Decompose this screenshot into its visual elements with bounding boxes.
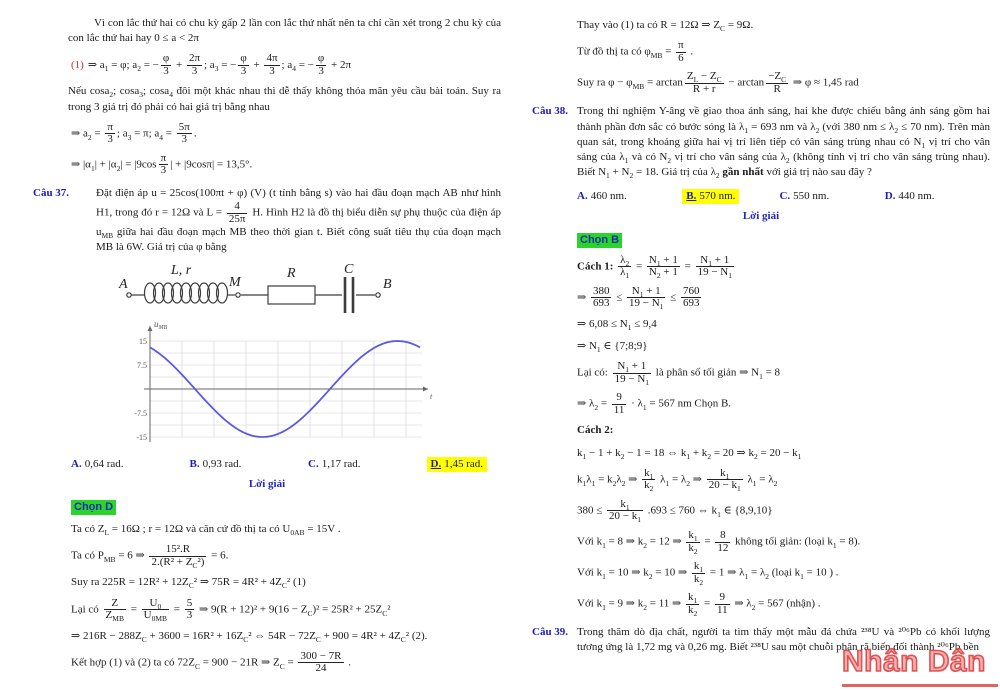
option-b bbox=[190, 457, 309, 472]
terminal-b-label: B bbox=[383, 276, 392, 292]
option-letter: B. bbox=[686, 190, 697, 203]
terminal-m-label: M bbox=[229, 274, 241, 290]
option-text: 570 nm. bbox=[699, 190, 736, 203]
equation-line: ⇒ $|\alpha_1| + |\alpha_2| = |9\cos$ $\frac{\pi}{3}$ | + |9cosπ| = 13,5°. bbox=[71, 151, 253, 177]
option-letter: A. bbox=[71, 457, 82, 470]
equation-line bbox=[71, 53, 501, 77]
question-number: Câu 39. bbox=[532, 626, 569, 639]
solution-line: Suy ra $225R = 12R^2 + 12Z_C^2$ ⇒ $75R = 4R^2 + 4Z_C^2$ (1) bbox=[71, 576, 306, 591]
chosen-answer-badge: Chọn D bbox=[71, 500, 116, 515]
loi-giai-heading: Lời giải bbox=[742, 210, 780, 223]
solution-line: ⇒ $216R - 288Z_C + 3600 = 16R^2 + 16Z_C^2$ ⇔ $54R - 72Z_C + 900 = 4R^2 + 4Z_C^2$ (2). bbox=[71, 629, 428, 644]
solution-line: Suy ra $\varphi - \varphi_{MB} = \arctan$ $\frac{Z_L - Z_C}{R + r}$ − arctan $\frac{-Z_C}{R}$ ⇒ φ ≈ 1,45 rad bbox=[577, 70, 859, 95]
y-axis-label: $u_{MB}$ bbox=[154, 318, 168, 331]
equation-line: ⇒ $a_2$ = $\frac{\pi}{3}$ ; $a_3 = \pi$; $a_4$ = $\frac{5\pi}{3}$ . bbox=[71, 120, 197, 146]
option-d-correct bbox=[427, 457, 488, 472]
option-letter: A. bbox=[577, 190, 588, 203]
solution-line: Kết hợp (1) và (2) ta có $72Z_C = 900 - 21R$ ⇒ $Z_C$ = $\frac{300 - 7R}{24}$ . bbox=[71, 649, 352, 675]
solution-line: Với $k_1 = 10$ ⇒ $k_2 = 10$ ⇒ $\frac{k_1}{k_2}$ = 1 ⇒ $\lambda_1 = \lambda_2$ (loại $k_1 = 10$ ) . bbox=[577, 560, 839, 587]
solution-line: ⇒ $6,08 \le N_1 \le 9,4$ bbox=[577, 317, 657, 333]
option-text: 0,64 rad. bbox=[84, 457, 124, 470]
solution-paragraph: Nếu cosa$_2$; cosa$_3$; cosa$_4$ đôi một khác nhau thì dễ thấy không thỏa mãn yêu cầu bài toán. Suy ra trong 3 giá trị đó phải có hai giá trị bằng nhau bbox=[68, 85, 501, 113]
option-text: 1,45 rad. bbox=[444, 457, 483, 470]
solution-line: Ta có $Z_L = 16\Omega$ ; r = 12Ω và căn cứ đồ thị ta có $U_{0AB} = 15V$ . bbox=[71, 523, 341, 538]
solution-line: 380 ≤ $\frac{k_1}{20 - k_1}$ .693 ≤ 760 ⇔ $k_1$ ∈ {8,9,10} bbox=[577, 497, 773, 525]
chosen-answer-badge: Chọn B bbox=[577, 233, 622, 248]
circuit-figure bbox=[95, 262, 501, 316]
answer-row bbox=[71, 457, 501, 472]
option-letter: D. bbox=[430, 457, 442, 470]
option-letter: C. bbox=[308, 457, 319, 470]
solution-line: Lại có Z $Z_{MB}$ = $\frac{U_0}{U_{0MB}}$ = $\frac{5}{3}$ ⇒ $9(R + 12)^2 + 9(16 - Z_C)^2 = 25R^2 + 25Z_C^2$ bbox=[71, 596, 391, 624]
equation-tag: (1) bbox=[71, 58, 84, 71]
option-c bbox=[308, 457, 427, 472]
circuit-diagram bbox=[95, 262, 405, 316]
solution-line: Từ đồ thị ta có $\varphi_{MB}$ = $\frac{\pi}{6}$ . bbox=[577, 39, 694, 64]
answer-row bbox=[577, 189, 990, 204]
option-text: 440 nm. bbox=[898, 190, 935, 203]
x-axis-label: t bbox=[430, 391, 433, 401]
solution-line: Thay vào (1) ta có R = 12Ω ⇒ $Z_C = 9\Omega$. bbox=[577, 19, 754, 34]
option-a bbox=[577, 189, 682, 204]
equation: ⇒ $a_1 = \varphi$; $a_2$ = − $\frac{\varphi}{3}$ + $\frac{2\pi}{3}$ ; $a_3$ = − $\frac{\varphi}{3}$ + $\frac{4\pi}{3}$ ; $a_4$ = − $\frac{\varphi}{3}$ + 2π bbox=[87, 52, 352, 77]
option-text: 0,93 rad. bbox=[202, 457, 242, 470]
option-letter: D. bbox=[884, 190, 896, 203]
solution-line: Với $k_1 = 8$ ⇒ $k_2 = 12$ ⇒ $\frac{k_1}{k_2}$ = $\frac{8}{12}$ không tối giản: (loại $k_1 = 8$). bbox=[577, 528, 861, 556]
solution-line: $k_1\lambda_1 = k_2\lambda_2$ ⇒ $\frac{k_1}{k_2}$ $\lambda_1 = \lambda_2$ ⇒ $\frac{k_1}{20 - k_1}$ $\lambda_1 = \lambda_2$ bbox=[577, 466, 778, 494]
option-text: 550 nm. bbox=[793, 190, 830, 203]
question-text: Trong thí nghiệm Y-âng về giao thoa ánh sáng, hai khe được chiếu bằng ánh sáng gồm hai thành phần đơn sắc có bước sóng là $\lambda_1 = 693$ nm và $\lambda_2$ (với 380 nm ≤ $\lambda_2 \le 70$ nm). Trên màn quan sát, trong khoảng giữa hai vị trí liên tiếp có vân sáng trùng nhau có $N_1$ vị trí cho vân sáng của $\lambda_1$ và có $N_2$ vị trí cho vân sáng của $\lambda_2$ (không tính vị trí cho vân sáng trùng nhau). Biết $N_1 + N_2 = 18$. Giá trị của $\lambda_2$ gần nhất với giá trị nào sau đây ? bbox=[577, 105, 991, 181]
graph-figure bbox=[130, 318, 501, 448]
terminal-a-label: A bbox=[119, 276, 128, 292]
option-letter: B. bbox=[189, 457, 200, 470]
question-number: Câu 37. bbox=[33, 186, 70, 199]
question-text: Đặt điện áp u = 25cos(100πt + φ) (V) (t tính bằng s) vào hai đầu đoạn mạch AB như hình H1, trong đó r = 12Ω và L = $\frac{4}{25\pi}$ H. Hình H2 là đồ thị biểu diễn sự phụ thuộc của điện áp $u_{MB}$ giữa hai đầu đoạn mạch MB theo thời gian t. Biết công suất tiêu thụ của đoạn mạch MB là 6W. Giá trị của φ bằng bbox=[96, 186, 501, 254]
option-b-correct bbox=[682, 189, 739, 204]
solution-line: Cách 1: $\frac{\lambda_2}{\lambda_1}$ = $\frac{N_1 + 1}{N_2 + 1}$ = $\frac{N_1 + 1}{19 - N_1}$ bbox=[577, 253, 732, 281]
option-text: 1,17 rad. bbox=[321, 457, 361, 470]
capacitor-label: C bbox=[344, 261, 354, 277]
question-text: Trong thăm dò địa chất, người ta tìm thấy một mẫu đá chứa ²³⁸U và ²⁰⁶Pb có khối lượng tương ứng là 1,72 mg và 0,26 mg. Biết ²³⁸U sau một chuỗi phân rã biến đổi thành ²⁰⁶Pb bền bbox=[577, 626, 990, 654]
option-text: 460 nm. bbox=[590, 190, 627, 203]
question-37 bbox=[33, 186, 501, 256]
question-39 bbox=[532, 625, 990, 655]
solution-line: ⇒ $\lambda_2$ = $\frac{9}{11}$ · $\lambda_1 = 567$ nm Chọn B. bbox=[577, 391, 732, 416]
option-letter: C. bbox=[779, 190, 791, 203]
voltage-time-graph bbox=[130, 318, 450, 448]
solution-line: $k_1 - 1 + k_2 - 1 = 18$ ⇔ $k_1 + k_2 = 20$ ⇒ $k_2 = 20 - k_1$ bbox=[577, 446, 802, 461]
option-d bbox=[885, 189, 990, 204]
solution-paragraph: Vì con lắc thứ hai có chu kỳ gấp 2 lần con lắc thứ nhất nên ta chỉ cần xét trong 2 chu kỳ của con lắc thứ hai hay 0 ≤ a < 2π bbox=[68, 17, 501, 45]
right-column bbox=[532, 16, 990, 656]
y-tick-15: 15 bbox=[139, 336, 147, 346]
left-column bbox=[33, 16, 501, 675]
y-tick-neg7-5: -7.5 bbox=[134, 408, 147, 418]
solution-line: Ta có $P_{MB} = 6$ ⇒ $\frac{\text{15².R}}{2.(R^2 + Z_C^2)}$ = 6. bbox=[71, 543, 229, 570]
y-tick-7-5: 7.5 bbox=[137, 360, 147, 370]
question-number: Câu 38. bbox=[532, 105, 569, 118]
loi-giai-heading: Lời giải bbox=[248, 477, 286, 490]
y-tick-neg15: -15 bbox=[136, 432, 147, 442]
solution-line: Cách 2: bbox=[577, 424, 614, 437]
solution-line: ⇒ $N_1$ ∈ {7;8;9} bbox=[577, 340, 648, 355]
solution-line: Lại có: $\frac{N_1 + 1}{19 - N_1}$ là phân số tối giản ⇒ $N_1 = 8$ bbox=[577, 360, 781, 387]
question-38 bbox=[532, 104, 990, 180]
option-a bbox=[71, 457, 190, 472]
solution-line: Với $k_1 = 9$ ⇒ $k_2 = 11$ ⇒ $\frac{k_1}{k_2}$ = $\frac{9}{11}$ ⇒ $\lambda_2 = 567$ (nhận) . bbox=[577, 591, 821, 618]
resistor-label: R bbox=[287, 265, 296, 281]
solution-line: ⇒ $\frac{380}{693}$ ≤ $\frac{N_1 + 1}{19 - N_1}$ ≤ $\frac{760}{693}$ bbox=[577, 284, 700, 312]
option-c bbox=[779, 189, 884, 204]
coil-label: L, r bbox=[171, 262, 192, 278]
watermark: Nhân Dân bbox=[842, 641, 998, 687]
